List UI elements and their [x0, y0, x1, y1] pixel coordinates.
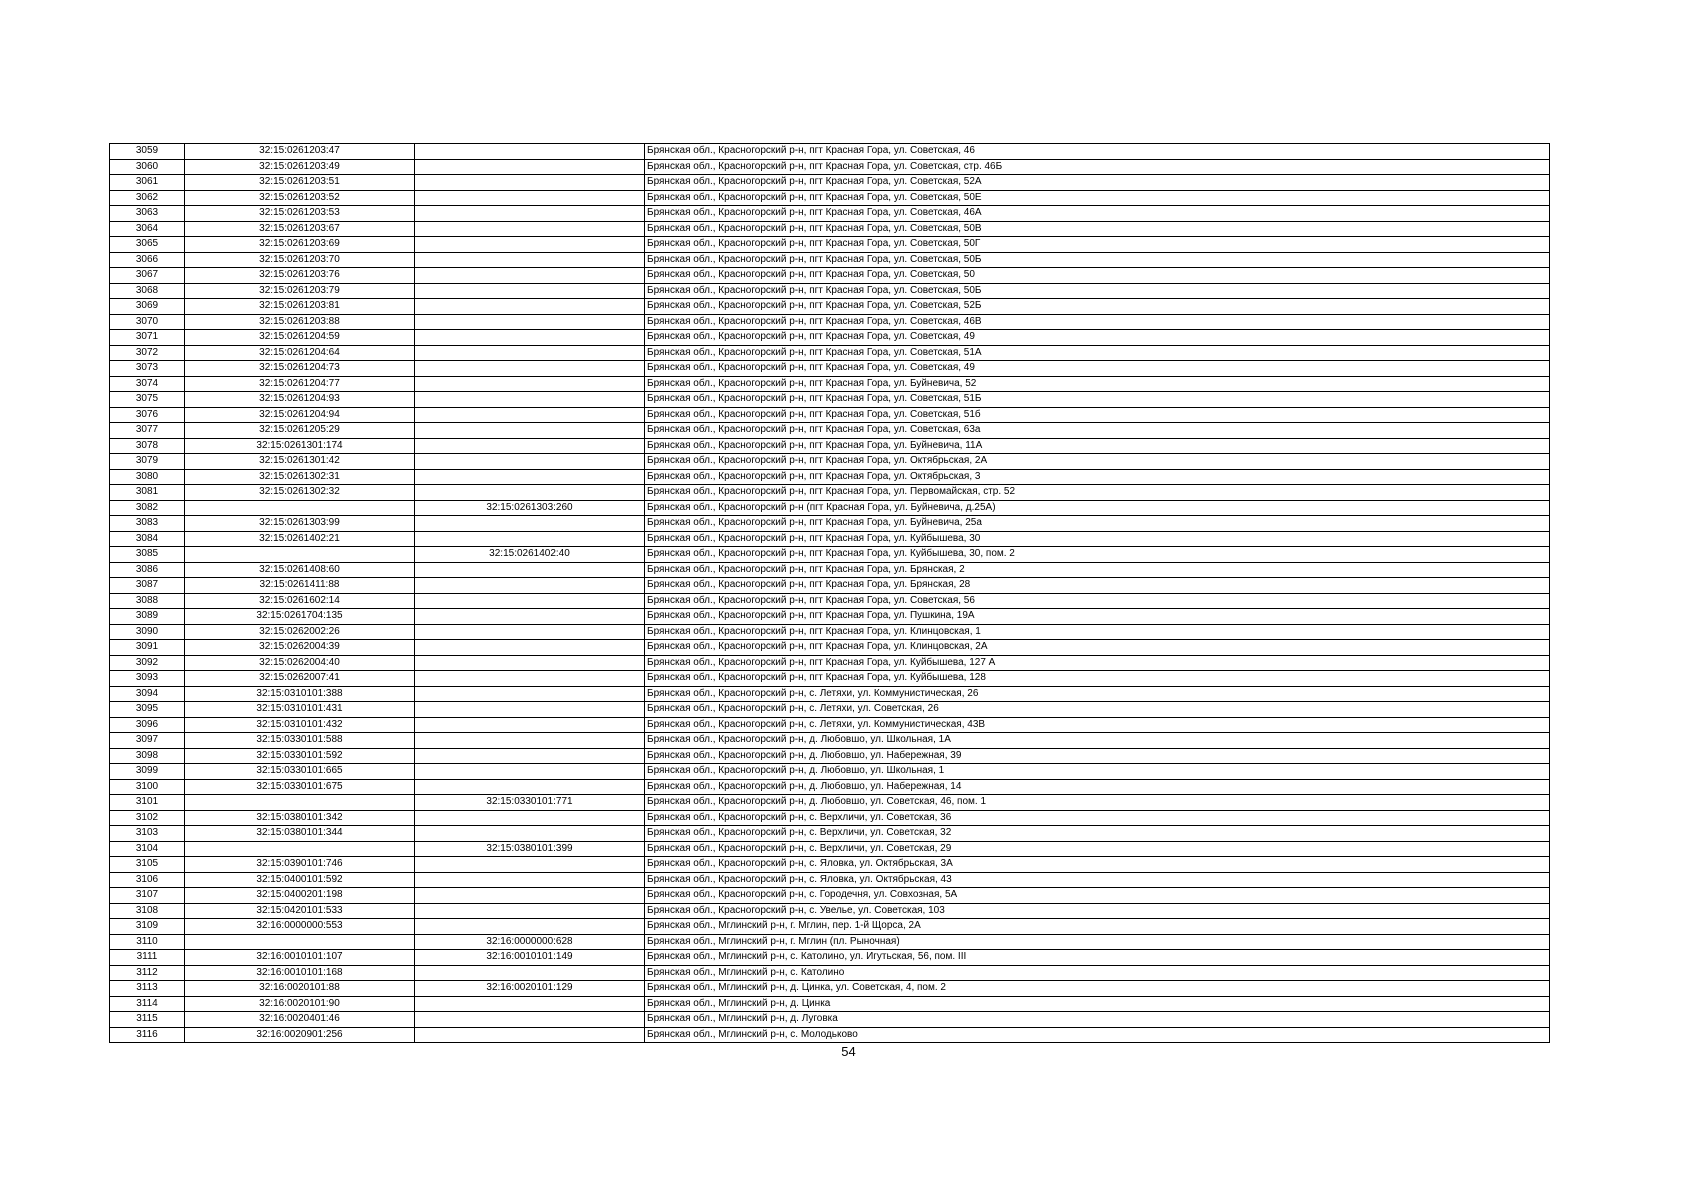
- table-row: [110, 500, 1550, 516]
- table-row: [110, 593, 1550, 609]
- table-row: [110, 516, 1550, 532]
- cadastral-number-extra-cell: [415, 190, 645, 206]
- row-number-cell: 3102: [110, 810, 185, 826]
- cadastral-number-extra-cell: [415, 686, 645, 702]
- cadastral-number-cell: 32:15:0261205:29: [185, 423, 415, 439]
- row-number-cell: 3095: [110, 702, 185, 718]
- cadastral-number-cell: 32:15:0380101:344: [185, 826, 415, 842]
- cadastral-number-cell: 32:15:0262004:40: [185, 655, 415, 671]
- row-number-cell: 3091: [110, 640, 185, 656]
- table-row: [110, 485, 1550, 501]
- table-row: [110, 841, 1550, 857]
- address-cell: Брянская обл., Красногорский р-н, пгт Красная Гора, ул. Клинцовская, 1: [645, 624, 1550, 640]
- cadastral-number-cell: 32:15:0310101:432: [185, 717, 415, 733]
- address-cell: Брянская обл., Красногорский р-н, пгт Красная Гора, ул. Советская, 50Г: [645, 237, 1550, 253]
- table-row: [110, 547, 1550, 563]
- cadastral-number-cell: [185, 841, 415, 857]
- table-row: [110, 268, 1550, 284]
- address-cell: Брянская обл., Красногорский р-н, с. Верхличи, ул. Советская, 32: [645, 826, 1550, 842]
- cadastral-number-cell: 32:15:0261303:99: [185, 516, 415, 532]
- cadastral-number-extra-cell: [415, 779, 645, 795]
- table-row: [110, 190, 1550, 206]
- table-row: [110, 469, 1550, 485]
- cadastral-number-cell: 32:15:0261302:32: [185, 485, 415, 501]
- address-cell: Брянская обл., Красногорский р-н, пгт Красная Гора, ул. Октябрьская, 3: [645, 469, 1550, 485]
- row-number-cell: 3115: [110, 1012, 185, 1028]
- row-number-cell: 3108: [110, 903, 185, 919]
- table-row: [110, 609, 1550, 625]
- cadastral-number-cell: 32:16:0010101:168: [185, 965, 415, 981]
- cadastral-number-extra-cell: 32:15:0380101:399: [415, 841, 645, 857]
- table-row: [110, 237, 1550, 253]
- row-number-cell: 3112: [110, 965, 185, 981]
- address-cell: Брянская обл., Красногорский р-н (пгт Красная Гора, ул. Буйневича, д.25А): [645, 500, 1550, 516]
- cadastral-number-extra-cell: [415, 640, 645, 656]
- cadastral-number-cell: 32:15:0330101:675: [185, 779, 415, 795]
- table-row: [110, 795, 1550, 811]
- cadastral-number-cell: 32:16:0020901:256: [185, 1027, 415, 1043]
- address-cell: Брянская обл., Красногорский р-н, пгт Красная Гора, ул. Советская, 51Б: [645, 392, 1550, 408]
- cadastral-number-extra-cell: [415, 919, 645, 935]
- table-row: [110, 965, 1550, 981]
- table-row: [110, 345, 1550, 361]
- table-row: [110, 655, 1550, 671]
- address-cell: Брянская обл., Красногорский р-н, пгт Красная Гора, ул. Советская, 56: [645, 593, 1550, 609]
- address-cell: Брянская обл., Красногорский р-н, с. Городечня, ул. Совхозная, 5А: [645, 888, 1550, 904]
- table-row: [110, 686, 1550, 702]
- row-number-cell: 3078: [110, 438, 185, 454]
- address-cell: Брянская обл., Красногорский р-н, д. Любовшо, ул. Школьная, 1: [645, 764, 1550, 780]
- table-row: [110, 919, 1550, 935]
- cadastral-number-cell: 32:15:0262004:39: [185, 640, 415, 656]
- cadastral-number-extra-cell: [415, 159, 645, 175]
- cadastral-number-extra-cell: [415, 671, 645, 687]
- address-cell: Брянская обл., Мглинский р-н, с. Молодьково: [645, 1027, 1550, 1043]
- cadastral-number-extra-cell: [415, 423, 645, 439]
- address-cell: Брянская обл., Мглинский р-н, д. Цинка, ул. Советская, 4, пом. 2: [645, 981, 1550, 997]
- table-row: [110, 206, 1550, 222]
- cadastral-number-extra-cell: [415, 810, 645, 826]
- table-row: [110, 531, 1550, 547]
- cadastral-number-extra-cell: [415, 1012, 645, 1028]
- cadastral-number-cell: 32:15:0261203:47: [185, 144, 415, 160]
- row-number-cell: 3116: [110, 1027, 185, 1043]
- row-number-cell: 3110: [110, 934, 185, 950]
- table-row: [110, 283, 1550, 299]
- row-number-cell: 3099: [110, 764, 185, 780]
- cadastral-number-extra-cell: [415, 407, 645, 423]
- row-number-cell: 3062: [110, 190, 185, 206]
- table-row: [110, 779, 1550, 795]
- address-cell: Брянская обл., Красногорский р-н, пгт Красная Гора, ул. Советская, 51б: [645, 407, 1550, 423]
- address-cell: Брянская обл., Красногорский р-н, д. Любовшо, ул. Набережная, 14: [645, 779, 1550, 795]
- table-row: [110, 950, 1550, 966]
- cadastral-number-extra-cell: [415, 144, 645, 160]
- address-cell: Брянская обл., Красногорский р-н, д. Любовшо, ул. Школьная, 1А: [645, 733, 1550, 749]
- address-cell: Брянская обл., Красногорский р-н, пгт Красная Гора, ул. Первомайская, стр. 52: [645, 485, 1550, 501]
- row-number-cell: 3085: [110, 547, 185, 563]
- table-row: [110, 810, 1550, 826]
- cadastral-number-cell: 32:15:0310101:431: [185, 702, 415, 718]
- page-number: 54: [841, 1044, 856, 1059]
- row-number-cell: 3059: [110, 144, 185, 160]
- address-cell: Брянская обл., Красногорский р-н, пгт Красная Гора, ул. Куйбышева, 128: [645, 671, 1550, 687]
- row-number-cell: 3098: [110, 748, 185, 764]
- cadastral-number-cell: 32:15:0261203:53: [185, 206, 415, 222]
- cadastral-number-cell: 32:15:0261204:73: [185, 361, 415, 377]
- cadastral-number-extra-cell: 32:16:0010101:149: [415, 950, 645, 966]
- cadastral-number-extra-cell: [415, 562, 645, 578]
- row-number-cell: 3073: [110, 361, 185, 377]
- cadastral-number-extra-cell: [415, 872, 645, 888]
- row-number-cell: 3072: [110, 345, 185, 361]
- row-number-cell: 3079: [110, 454, 185, 470]
- row-number-cell: 3101: [110, 795, 185, 811]
- cadastral-number-cell: 32:15:0261204:94: [185, 407, 415, 423]
- address-cell: Брянская обл., Красногорский р-н, д. Любовшо, ул. Советская, 46, пом. 1: [645, 795, 1550, 811]
- address-cell: Брянская обл., Красногорский р-н, пгт Красная Гора, ул. Буйневича, 25а: [645, 516, 1550, 532]
- cadastral-number-cell: 32:15:0261204:93: [185, 392, 415, 408]
- address-cell: Брянская обл., Мглинский р-н, с. Католино, ул. Игутьская, 56, пом. III: [645, 950, 1550, 966]
- address-cell: Брянская обл., Красногорский р-н, с. Летяхи, ул. Коммунистическая, 26: [645, 686, 1550, 702]
- cadastral-number-extra-cell: [415, 733, 645, 749]
- cadastral-number-extra-cell: [415, 857, 645, 873]
- row-number-cell: 3109: [110, 919, 185, 935]
- row-number-cell: 3084: [110, 531, 185, 547]
- cadastral-number-cell: 32:16:0020101:88: [185, 981, 415, 997]
- cadastral-number-cell: 32:16:0020401:46: [185, 1012, 415, 1028]
- cadastral-number-extra-cell: 32:16:0020101:129: [415, 981, 645, 997]
- row-number-cell: 3089: [110, 609, 185, 625]
- row-number-cell: 3075: [110, 392, 185, 408]
- table-row: [110, 857, 1550, 873]
- cadastral-number-cell: 32:15:0261203:51: [185, 175, 415, 191]
- cadastral-number-cell: 32:15:0261402:21: [185, 531, 415, 547]
- address-cell: Брянская обл., Красногорский р-н, с. Летяхи, ул. Советская, 26: [645, 702, 1550, 718]
- cadastral-number-cell: 32:15:0261602:14: [185, 593, 415, 609]
- address-cell: Брянская обл., Красногорский р-н, д. Любовшо, ул. Набережная, 39: [645, 748, 1550, 764]
- cadastral-number-extra-cell: [415, 702, 645, 718]
- table-row: [110, 454, 1550, 470]
- cadastral-number-cell: 32:15:0262002:26: [185, 624, 415, 640]
- row-number-cell: 3092: [110, 655, 185, 671]
- cadastral-number-extra-cell: [415, 888, 645, 904]
- cadastral-number-extra-cell: [415, 578, 645, 594]
- cadastral-number-cell: 32:15:0261203:81: [185, 299, 415, 315]
- address-cell: Брянская обл., Красногорский р-н, пгт Красная Гора, ул. Брянская, 28: [645, 578, 1550, 594]
- table-row: [110, 826, 1550, 842]
- cadastral-number-extra-cell: [415, 330, 645, 346]
- address-cell: Брянская обл., Красногорский р-н, пгт Красная Гора, ул. Советская, 50В: [645, 221, 1550, 237]
- cadastral-number-cell: 32:15:0261411:88: [185, 578, 415, 594]
- table-row: [110, 299, 1550, 315]
- cadastral-number-extra-cell: [415, 1027, 645, 1043]
- cadastral-number-extra-cell: [415, 314, 645, 330]
- row-number-cell: 3097: [110, 733, 185, 749]
- address-cell: Брянская обл., Мглинский р-н, с. Католино: [645, 965, 1550, 981]
- address-cell: Брянская обл., Красногорский р-н, пгт Красная Гора, ул. Советская, 49: [645, 361, 1550, 377]
- cadastral-number-extra-cell: [415, 903, 645, 919]
- address-cell: Брянская обл., Красногорский р-н, пгт Красная Гора, ул. Советская, 50Е: [645, 190, 1550, 206]
- row-number-cell: 3063: [110, 206, 185, 222]
- row-number-cell: 3096: [110, 717, 185, 733]
- cadastral-number-extra-cell: [415, 996, 645, 1012]
- cadastral-number-cell: 32:15:0261203:76: [185, 268, 415, 284]
- table-row: [110, 981, 1550, 997]
- cadastral-number-extra-cell: [415, 438, 645, 454]
- row-number-cell: 3100: [110, 779, 185, 795]
- address-cell: Брянская обл., Мглинский р-н, г. Мглин (пл. Рыночная): [645, 934, 1550, 950]
- address-cell: Брянская обл., Красногорский р-н, пгт Красная Гора, ул. Советская, 49: [645, 330, 1550, 346]
- cadastral-number-extra-cell: [415, 454, 645, 470]
- registry-table-body: [110, 144, 1550, 1043]
- table-row: [110, 221, 1550, 237]
- cadastral-number-cell: 32:15:0330101:665: [185, 764, 415, 780]
- cadastral-number-cell: 32:15:0390101:746: [185, 857, 415, 873]
- cadastral-number-extra-cell: [415, 392, 645, 408]
- cadastral-number-extra-cell: [415, 361, 645, 377]
- table-row: [110, 407, 1550, 423]
- cadastral-number-cell: [185, 934, 415, 950]
- cadastral-number-cell: 32:15:0380101:342: [185, 810, 415, 826]
- table-row: [110, 764, 1550, 780]
- cadastral-number-extra-cell: [415, 283, 645, 299]
- address-cell: Брянская обл., Красногорский р-н, пгт Красная Гора, ул. Советская, 46: [645, 144, 1550, 160]
- address-cell: Брянская обл., Красногорский р-н, пгт Красная Гора, ул. Советская, 50Б: [645, 283, 1550, 299]
- cadastral-number-extra-cell: [415, 237, 645, 253]
- row-number-cell: 3087: [110, 578, 185, 594]
- table-row: [110, 562, 1550, 578]
- address-cell: Брянская обл., Красногорский р-н, с. Верхличи, ул. Советская, 36: [645, 810, 1550, 826]
- cadastral-number-cell: 32:15:0261203:52: [185, 190, 415, 206]
- cadastral-number-extra-cell: [415, 376, 645, 392]
- cadastral-number-cell: 32:15:0261204:77: [185, 376, 415, 392]
- row-number-cell: 3104: [110, 841, 185, 857]
- cadastral-number-extra-cell: [415, 206, 645, 222]
- table-row: [110, 376, 1550, 392]
- address-cell: Брянская обл., Красногорский р-н, пгт Красная Гора, ул. Буйневича, 52: [645, 376, 1550, 392]
- table-row: [110, 175, 1550, 191]
- row-number-cell: 3083: [110, 516, 185, 532]
- cadastral-number-cell: 32:15:0400101:592: [185, 872, 415, 888]
- cadastral-number-cell: 32:15:0330101:588: [185, 733, 415, 749]
- cadastral-number-cell: [185, 500, 415, 516]
- row-number-cell: 3106: [110, 872, 185, 888]
- row-number-cell: 3067: [110, 268, 185, 284]
- cadastral-number-extra-cell: 32:16:0000000:628: [415, 934, 645, 950]
- table-row: [110, 392, 1550, 408]
- cadastral-number-cell: 32:15:0261204:64: [185, 345, 415, 361]
- row-number-cell: 3074: [110, 376, 185, 392]
- row-number-cell: 3105: [110, 857, 185, 873]
- cadastral-number-cell: 32:15:0261302:31: [185, 469, 415, 485]
- address-cell: Брянская обл., Красногорский р-н, пгт Красная Гора, ул. Октябрьская, 2А: [645, 454, 1550, 470]
- row-number-cell: 3068: [110, 283, 185, 299]
- cadastral-number-extra-cell: [415, 221, 645, 237]
- table-row: [110, 361, 1550, 377]
- row-number-cell: 3081: [110, 485, 185, 501]
- row-number-cell: 3103: [110, 826, 185, 842]
- row-number-cell: 3065: [110, 237, 185, 253]
- address-cell: Брянская обл., Красногорский р-н, с. Яловка, ул. Октябрьская, 3А: [645, 857, 1550, 873]
- row-number-cell: 3088: [110, 593, 185, 609]
- row-number-cell: 3060: [110, 159, 185, 175]
- row-number-cell: 3113: [110, 981, 185, 997]
- row-number-cell: 3061: [110, 175, 185, 191]
- cadastral-number-extra-cell: [415, 531, 645, 547]
- cadastral-number-cell: 32:15:0261203:70: [185, 252, 415, 268]
- registry-table: [109, 143, 1550, 1043]
- address-cell: Брянская обл., Мглинский р-н, д. Цинка: [645, 996, 1550, 1012]
- row-number-cell: 3086: [110, 562, 185, 578]
- table-row: [110, 903, 1550, 919]
- address-cell: Брянская обл., Красногорский р-н, пгт Красная Гора, ул. Куйбышева, 30, пом. 2: [645, 547, 1550, 563]
- table-row: [110, 748, 1550, 764]
- cadastral-number-cell: 32:15:0261704:135: [185, 609, 415, 625]
- cadastral-number-extra-cell: [415, 593, 645, 609]
- row-number-cell: 3094: [110, 686, 185, 702]
- table-row: [110, 702, 1550, 718]
- cadastral-number-cell: 32:15:0310101:388: [185, 686, 415, 702]
- cadastral-number-cell: 32:15:0420101:533: [185, 903, 415, 919]
- cadastral-number-cell: 32:15:0261203:69: [185, 237, 415, 253]
- row-number-cell: 3064: [110, 221, 185, 237]
- cadastral-number-cell: [185, 795, 415, 811]
- table-row: [110, 717, 1550, 733]
- cadastral-number-extra-cell: [415, 764, 645, 780]
- cadastral-number-cell: 32:15:0261408:60: [185, 562, 415, 578]
- row-number-cell: 3093: [110, 671, 185, 687]
- cadastral-number-extra-cell: [415, 469, 645, 485]
- cadastral-number-cell: 32:15:0261301:174: [185, 438, 415, 454]
- table-row: [110, 934, 1550, 950]
- address-cell: Брянская обл., Красногорский р-н, пгт Красная Гора, ул. Клинцовская, 2А: [645, 640, 1550, 656]
- cadastral-number-extra-cell: 32:15:0330101:771: [415, 795, 645, 811]
- address-cell: Брянская обл., Мглинский р-н, д. Луговка: [645, 1012, 1550, 1028]
- address-cell: Брянская обл., Красногорский р-н, пгт Красная Гора, ул. Брянская, 2: [645, 562, 1550, 578]
- table-row: [110, 314, 1550, 330]
- address-cell: Брянская обл., Красногорский р-н, пгт Красная Гора, ул. Советская, 51А: [645, 345, 1550, 361]
- table-row: [110, 671, 1550, 687]
- cadastral-number-extra-cell: [415, 717, 645, 733]
- table-row: [110, 1027, 1550, 1043]
- cadastral-number-extra-cell: [415, 609, 645, 625]
- address-cell: Брянская обл., Мглинский р-н, г. Мглин, пер. 1-й Щорса, 2А: [645, 919, 1550, 935]
- row-number-cell: 3082: [110, 500, 185, 516]
- cadastral-number-cell: [185, 547, 415, 563]
- cadastral-number-extra-cell: 32:15:0261402:40: [415, 547, 645, 563]
- cadastral-number-cell: 32:16:0010101:107: [185, 950, 415, 966]
- row-number-cell: 3107: [110, 888, 185, 904]
- address-cell: Брянская обл., Красногорский р-н, пгт Красная Гора, ул. Буйневича, 11А: [645, 438, 1550, 454]
- address-cell: Брянская обл., Красногорский р-н, с. Яловка, ул. Октябрьская, 43: [645, 872, 1550, 888]
- cadastral-number-cell: 32:15:0330101:592: [185, 748, 415, 764]
- table-row: [110, 423, 1550, 439]
- cadastral-number-cell: 32:16:0020101:90: [185, 996, 415, 1012]
- cadastral-number-extra-cell: [415, 516, 645, 532]
- row-number-cell: 3071: [110, 330, 185, 346]
- cadastral-number-cell: 32:15:0261301:42: [185, 454, 415, 470]
- table-row: [110, 578, 1550, 594]
- address-cell: Брянская обл., Красногорский р-н, пгт Красная Гора, ул. Советская, 52А: [645, 175, 1550, 191]
- cadastral-number-extra-cell: [415, 252, 645, 268]
- table-row: [110, 624, 1550, 640]
- row-number-cell: 3069: [110, 299, 185, 315]
- table-row: [110, 996, 1550, 1012]
- cadastral-number-extra-cell: [415, 748, 645, 764]
- cadastral-number-extra-cell: [415, 299, 645, 315]
- cadastral-number-extra-cell: [415, 268, 645, 284]
- cadastral-number-cell: 32:15:0261203:79: [185, 283, 415, 299]
- cadastral-number-extra-cell: [415, 655, 645, 671]
- row-number-cell: 3080: [110, 469, 185, 485]
- row-number-cell: 3114: [110, 996, 185, 1012]
- table-row: [110, 888, 1550, 904]
- cadastral-number-extra-cell: [415, 826, 645, 842]
- cadastral-number-extra-cell: [415, 965, 645, 981]
- cadastral-number-extra-cell: [415, 175, 645, 191]
- cadastral-number-extra-cell: [415, 345, 645, 361]
- row-number-cell: 3090: [110, 624, 185, 640]
- table-row: [110, 872, 1550, 888]
- cadastral-number-cell: 32:15:0261203:88: [185, 314, 415, 330]
- table-row: [110, 330, 1550, 346]
- address-cell: Брянская обл., Красногорский р-н, пгт Красная Гора, ул. Советская, 46А: [645, 206, 1550, 222]
- cadastral-number-cell: 32:15:0261203:67: [185, 221, 415, 237]
- table-row: [110, 144, 1550, 160]
- row-number-cell: 3077: [110, 423, 185, 439]
- address-cell: Брянская обл., Красногорский р-н, пгт Красная Гора, ул. Советская, 46В: [645, 314, 1550, 330]
- table-row: [110, 159, 1550, 175]
- cadastral-number-cell: 32:16:0000000:553: [185, 919, 415, 935]
- address-cell: Брянская обл., Красногорский р-н, пгт Красная Гора, ул. Советская, 63а: [645, 423, 1550, 439]
- cadastral-number-cell: 32:15:0261203:49: [185, 159, 415, 175]
- table-row: [110, 438, 1550, 454]
- address-cell: Брянская обл., Красногорский р-н, пгт Красная Гора, ул. Советская, 50: [645, 268, 1550, 284]
- address-cell: Брянская обл., Красногорский р-н, пгт Красная Гора, ул. Советская, 52Б: [645, 299, 1550, 315]
- cadastral-number-extra-cell: [415, 485, 645, 501]
- address-cell: Брянская обл., Красногорский р-н, пгт Красная Гора, ул. Советская, стр. 46Б: [645, 159, 1550, 175]
- cadastral-number-extra-cell: 32:15:0261303:260: [415, 500, 645, 516]
- row-number-cell: 3111: [110, 950, 185, 966]
- table-row: [110, 1012, 1550, 1028]
- row-number-cell: 3066: [110, 252, 185, 268]
- table-row: [110, 640, 1550, 656]
- row-number-cell: 3076: [110, 407, 185, 423]
- row-number-cell: 3070: [110, 314, 185, 330]
- cadastral-number-cell: 32:15:0262007:41: [185, 671, 415, 687]
- cadastral-number-extra-cell: [415, 624, 645, 640]
- address-cell: Брянская обл., Красногорский р-н, с. Увелье, ул. Советская, 103: [645, 903, 1550, 919]
- cadastral-number-cell: 32:15:0400201:198: [185, 888, 415, 904]
- address-cell: Брянская обл., Красногорский р-н, пгт Красная Гора, ул. Куйбышева, 30: [645, 531, 1550, 547]
- address-cell: Брянская обл., Красногорский р-н, пгт Красная Гора, ул. Куйбышева, 127 А: [645, 655, 1550, 671]
- address-cell: Брянская обл., Красногорский р-н, с. Летяхи, ул. Коммунистическая, 43В: [645, 717, 1550, 733]
- address-cell: Брянская обл., Красногорский р-н, пгт Красная Гора, ул. Советская, 50Б: [645, 252, 1550, 268]
- table-row: [110, 733, 1550, 749]
- address-cell: Брянская обл., Красногорский р-н, с. Верхличи, ул. Советская, 29: [645, 841, 1550, 857]
- address-cell: Брянская обл., Красногорский р-н, пгт Красная Гора, ул. Пушкина, 19А: [645, 609, 1550, 625]
- table-row: [110, 252, 1550, 268]
- cadastral-number-cell: 32:15:0261204:59: [185, 330, 415, 346]
